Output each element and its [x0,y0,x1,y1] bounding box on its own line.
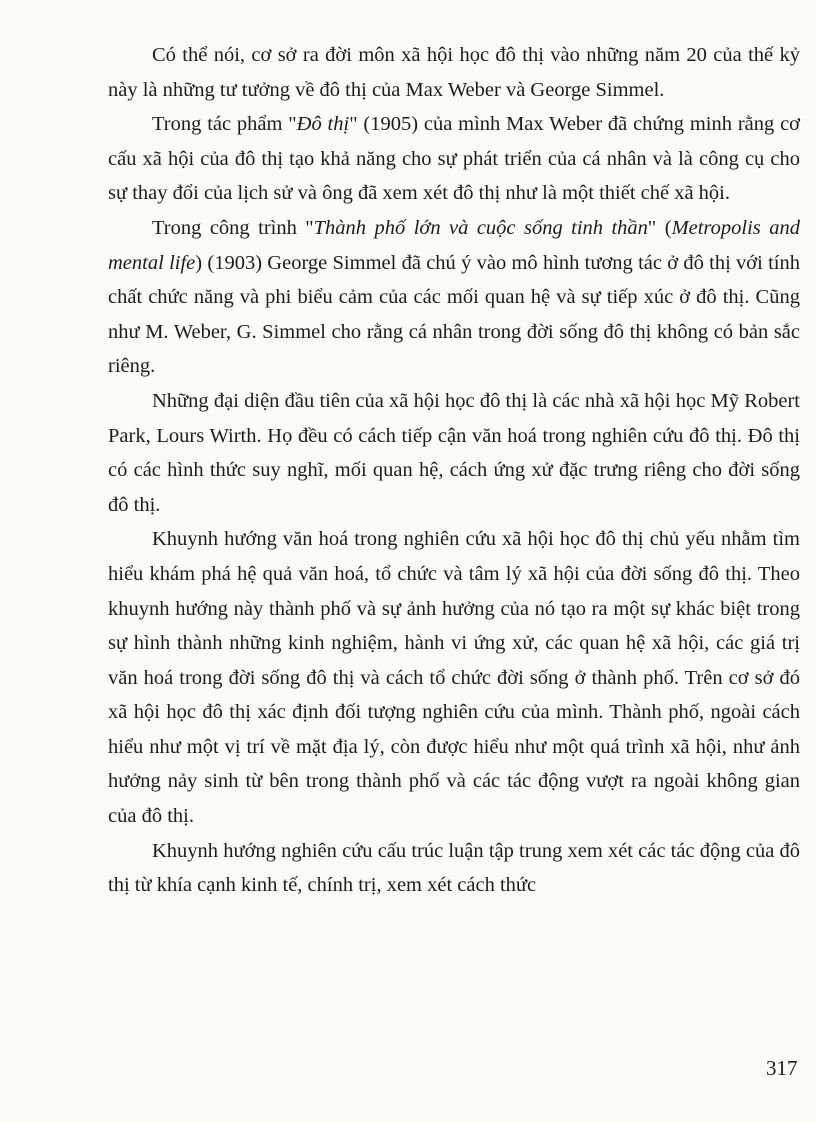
paragraph-1 [108,38,800,107]
paragraph-text: Trong công trình " [152,216,314,239]
paragraph-2 [108,107,800,211]
paragraph-6 [108,834,800,903]
body-text [108,38,800,903]
paragraph-text: " (1905) của mình Max Weber đã chứng minh rằng cơ cấu xã hội của đô thị tạo khả năng cho sự phát triển của cá nhân và là công cụ cho sự thay đổi của lịch sử và ông đã xem xét đô thị như là một thiết chế xã hội. [108,113,801,205]
paragraph-text: Trong tác phẩm " [152,113,297,136]
italic-title: Metropolis and mental life [108,216,800,274]
paragraph-3 [108,211,800,384]
paragraph-5 [108,522,800,833]
paragraph-text: ) (1903) George Simmel đã chú ý vào mô hình tương tác ở đô thị với tính chất chức năng và phi biểu cảm của các mối quan hệ và sự tiếp xúc ở đô thị. Cũng như M. Weber, G. Simmel cho rằng cá nhân trong đời sống đô thị không có bản sắc riêng. [108,251,801,378]
paragraph-text: Khuynh hướng văn hoá trong nghiên cứu xã hội học đô thị chủ yếu nhằm tìm hiểu khám phá hệ quả văn hoá, tổ chức và tâm lý xã hội của đời sống đô thị. Theo khuynh hướng này thành phố và sự ảnh hưởng của nó tạo ra một sự khác biệt trong sự hình thành những kinh nghiệm, hành vi ứng xử, các quan hệ xã hội, các giá trị văn hoá trong đời sống đô thị và cách tổ chức đời sống ở thành phố. Trên cơ sở đó xã hội học đô thị xác định đối tượng nghiên cứu của mình. Thành phố, ngoài cách hiểu như một vị trí về mặt địa lý, còn được hiểu như một quá trình xã hội, như ảnh hưởng nảy sinh từ bên trong thành phố và các tác động vượt ra ngoài không gian của đô thị. [108,528,800,828]
paragraph-text: " ( [647,216,672,239]
paragraph-text: Những đại diện đầu tiên của xã hội học đô thị là các nhà xã hội học Mỹ Robert Park, Lours Wirth. Họ đều có cách tiếp cận văn hoá trong nghiên cứu đô thị. Đô thị có các hình thức suy nghĩ, mối quan hệ, cách ứng xử đặc trưng riêng cho đời sống đô thị. [108,389,800,516]
page-number: 317 [766,1056,798,1080]
paragraph-text: Khuynh hướng nghiên cứu cấu trúc luận tập trung xem xét các tác động của đô thị từ khía cạnh kinh tế, chính trị, xem xét cách thức [108,839,800,897]
italic-title: Thành phố lớn và cuộc sống tinh thần [313,216,648,239]
italic-title: Đô thị [296,113,350,136]
paragraph-4 [108,384,800,522]
paragraph-text: Có thể nói, cơ sở ra đời môn xã hội học đô thị vào những năm 20 của thế kỷ này là những tư tưởng về đô thị của Max Weber và George Simmel. [108,44,800,101]
